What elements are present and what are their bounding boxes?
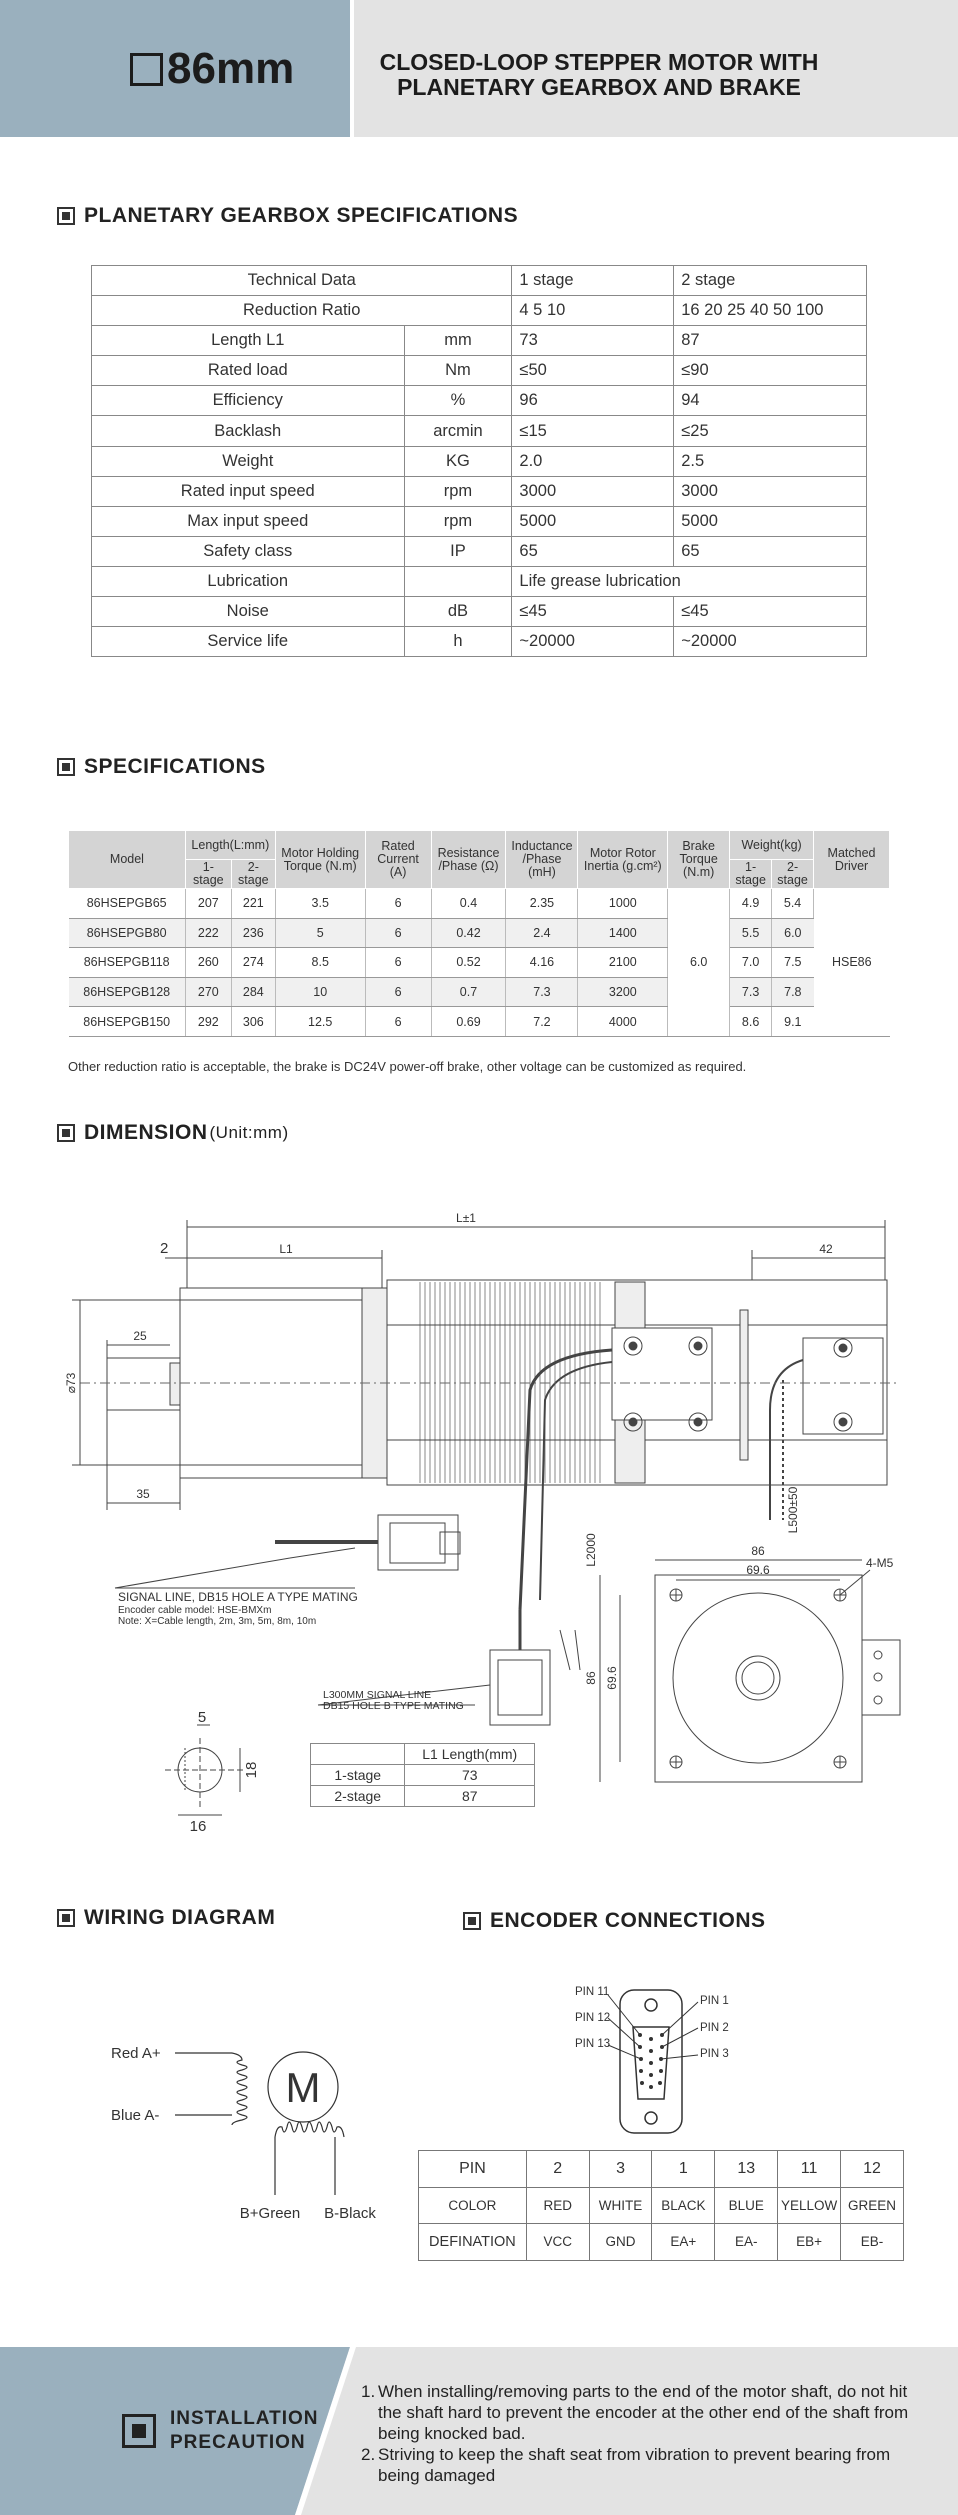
- table-row: [92, 296, 867, 326]
- dim-brake-cable-label: L500±50: [786, 1486, 800, 1534]
- section-bullet-icon: [122, 2414, 156, 2448]
- col-w-stage1: 1-stage: [730, 860, 772, 889]
- db15-connector-b: [490, 1650, 550, 1725]
- ratio-stage-1: 4 5 10: [512, 296, 674, 326]
- l1-length: 87: [405, 1786, 535, 1807]
- cell-current: 6: [365, 1007, 431, 1037]
- cell-l2: 306: [231, 1007, 275, 1037]
- cell-inductance: 7.3: [506, 977, 578, 1007]
- gearbox-heading: PLANETARY GEARBOX SPECIFICATIONS: [57, 204, 518, 228]
- cell-current: 6: [365, 948, 431, 978]
- table-row: [69, 977, 890, 1007]
- cell-l2: 221: [231, 889, 275, 919]
- row-s1: 65: [512, 536, 674, 566]
- dim-total-label: L±1: [456, 1211, 476, 1225]
- pin-cell: 2: [526, 2151, 589, 2188]
- table-row: [92, 506, 867, 536]
- table-row: [311, 1744, 535, 1765]
- pin-cell: 1: [652, 2151, 715, 2188]
- row-s2: 94: [674, 386, 867, 416]
- table-row: [92, 476, 867, 506]
- encoder-heading: ENCODER CONNECTIONS: [463, 1909, 766, 1933]
- table-row: [69, 889, 890, 919]
- row-unit: Nm: [404, 356, 512, 386]
- pin-cell: 3: [589, 2151, 652, 2188]
- col-len-stage2: 2-stage: [231, 860, 275, 889]
- col-model: Model: [69, 831, 186, 889]
- cell-l2: 236: [231, 918, 275, 948]
- row-label: Weight: [92, 446, 405, 476]
- table-row: [92, 386, 867, 416]
- l1-stage: 1-stage: [311, 1765, 405, 1786]
- row-label: Noise: [92, 597, 405, 627]
- table-row: [419, 2224, 904, 2261]
- dimension-heading: DIMENSION (Unit:mm): [57, 1121, 289, 1145]
- dim-69-6-label: 69.6: [746, 1563, 770, 1577]
- cell-torque: 5: [275, 918, 365, 948]
- pin2-label: PIN 2: [700, 2022, 729, 2034]
- col-weight: Weight(kg): [730, 831, 814, 860]
- row-s2: 65: [674, 536, 867, 566]
- dim-35-label: 35: [136, 1487, 150, 1501]
- cell-model: 86HSEPGB118: [69, 948, 186, 978]
- size-label: 86mm: [167, 44, 295, 93]
- col-torque: Motor Holding Torque (N.m): [275, 831, 365, 889]
- specifications-note: Other reduction ratio is acceptable, the brake is DC24V power-off brake, other voltage can be customized as required.: [68, 1059, 747, 1074]
- cell-inductance: 7.2: [506, 1007, 578, 1037]
- color-cell: WHITE: [589, 2187, 652, 2224]
- col-inductance: Inductance /Phase (mH): [506, 831, 578, 889]
- list-item: 2. Striving to keep the shaft seat from vibration to prevent bearing from being damaged: [361, 2445, 891, 2485]
- table-row: [92, 266, 867, 296]
- precaution-title-line-2: PRECAUTION: [170, 2432, 306, 2453]
- row-unit: %: [404, 386, 512, 416]
- definition-cell: EB-: [841, 2224, 904, 2261]
- table-row: [92, 536, 867, 566]
- cell-w1: 7.0: [730, 948, 772, 978]
- col-w-stage2: 2-stage: [772, 860, 814, 889]
- square-icon: [130, 53, 163, 86]
- cell-inertia: 1400: [578, 918, 668, 948]
- table-row: [69, 1007, 890, 1037]
- signal-a-line-1: SIGNAL LINE, DB15 HOLE A TYPE MATING: [118, 1590, 358, 1604]
- pin12-label: PIN 12: [575, 2012, 611, 2024]
- cell-torque: 3.5: [275, 889, 365, 919]
- head-technical-data: Technical Data: [92, 266, 512, 296]
- cell-w2: 7.8: [772, 977, 814, 1007]
- dim-2-label: 2: [160, 1240, 169, 1257]
- dim-l1-label: L1: [279, 1242, 293, 1256]
- cell-brake-torque: 6.0: [668, 889, 730, 1037]
- cell-w2: 9.1: [772, 1007, 814, 1037]
- lubrication-value: Life grease lubrication: [512, 566, 867, 596]
- section-bullet-icon: [463, 1912, 481, 1930]
- ratio-label: Reduction Ratio: [92, 296, 512, 326]
- header-divider: [350, 0, 354, 137]
- head-stage-2: 2 stage: [674, 266, 867, 296]
- cell-resistance: 0.4: [431, 889, 506, 919]
- table-row: [92, 446, 867, 476]
- row-pin-label: PIN: [419, 2151, 527, 2188]
- dim-86-label: 86: [751, 1544, 765, 1558]
- dim-25-label: 25: [133, 1329, 147, 1343]
- header-product-title: [374, 50, 824, 100]
- precaution-title-line-1: INSTALLATION: [170, 2408, 319, 2429]
- cell-l1: 270: [185, 977, 231, 1007]
- col-resistance: Resistance /Phase (Ω): [431, 831, 506, 889]
- pin11-label: PIN 11: [575, 1986, 610, 1998]
- pin-cell: 13: [715, 2151, 778, 2188]
- definition-cell: EA-: [715, 2224, 778, 2261]
- row-label: Rated load: [92, 356, 405, 386]
- table-row: [419, 2151, 904, 2188]
- l1-length-table: [310, 1743, 535, 1807]
- l1-header: L1 Length(mm): [405, 1744, 535, 1765]
- pin13-label: PIN 13: [575, 2038, 611, 2050]
- motor-letter: M: [285, 2064, 321, 2111]
- table-row: [92, 627, 867, 657]
- row-unit: arcmin: [404, 416, 512, 446]
- cell-w1: 7.3: [730, 977, 772, 1007]
- table-row: [311, 1765, 535, 1786]
- color-cell: RED: [526, 2187, 589, 2224]
- db15-pinout-diagram: [560, 1975, 760, 2145]
- table-row: [419, 2187, 904, 2224]
- cell-matched-driver: HSE86: [814, 889, 890, 1037]
- color-cell: GREEN: [841, 2187, 904, 2224]
- cell-w1: 5.5: [730, 918, 772, 948]
- row-s1: 3000: [512, 476, 674, 506]
- table-row: [69, 918, 890, 948]
- color-cell: BLACK: [652, 2187, 715, 2224]
- cell-l2: 284: [231, 977, 275, 1007]
- cell-torque: 8.5: [275, 948, 365, 978]
- cell-l1: 222: [185, 918, 231, 948]
- row-s2: 2.5: [674, 446, 867, 476]
- cell-w1: 4.9: [730, 889, 772, 919]
- row-unit: h: [404, 627, 512, 657]
- col-length: Length(L:mm): [185, 831, 275, 860]
- color-cell: YELLOW: [778, 2187, 841, 2224]
- cell-resistance: 0.7: [431, 977, 506, 1007]
- l1-blank-cell: [311, 1744, 405, 1765]
- table-row: [92, 326, 867, 356]
- dim-16-label: 16: [189, 1818, 207, 1835]
- cell-current: 6: [365, 918, 431, 948]
- dim-4m5-label: 4-M5: [866, 1556, 894, 1570]
- row-s2: ≤90: [674, 356, 867, 386]
- col-current: Rated Current (A): [365, 831, 431, 889]
- wiring-heading: WIRING DIAGRAM: [57, 1906, 275, 1930]
- table-row: [69, 948, 890, 978]
- table-row: [311, 1786, 535, 1807]
- row-label: Service life: [92, 627, 405, 657]
- dim-5-label: 5: [197, 1709, 207, 1726]
- wire-red-label: Red A+: [111, 2045, 161, 2062]
- cell-inductance: 2.35: [506, 889, 578, 919]
- wiring-diagram: [0, 1990, 420, 2250]
- cell-inertia: 2100: [578, 948, 668, 978]
- col-inertia: Motor Rotor Inertia (g.cm²): [578, 831, 668, 889]
- section-bullet-icon: [57, 1909, 75, 1927]
- cell-model: 86HSEPGB80: [69, 918, 186, 948]
- section-bullet-icon: [57, 1124, 75, 1142]
- row-unit: rpm: [404, 506, 512, 536]
- signal-b-line-2: DB15 HOLE B TYPE MATING: [323, 1700, 464, 1712]
- lubrication-label: Lubrication: [92, 566, 405, 596]
- signal-b-line-1: L300MM SIGNAL LINE: [323, 1689, 432, 1701]
- cell-inertia: 4000: [578, 1007, 668, 1037]
- front-view-flange: [655, 1575, 862, 1782]
- ratio-stage-2: 16 20 25 40 50 100: [674, 296, 867, 326]
- cell-w1: 8.6: [730, 1007, 772, 1037]
- coil-a: [232, 2053, 247, 2125]
- dim-69-6v-label: 69.6: [605, 1666, 619, 1690]
- cell-w2: 5.4: [772, 889, 814, 919]
- row-s2: 5000: [674, 506, 867, 536]
- list-item: 1. When installing/removing parts to the end of the motor shaft, do not hit the shaft hard to prevent the encoder at the other end of the shaft from being knocked bad.: [361, 2382, 909, 2443]
- table-row: [92, 416, 867, 446]
- signal-a-line-2: Encoder cable model: HSE-BMXm: [118, 1605, 272, 1616]
- col-brake: Brake Torque (N.m): [668, 831, 730, 889]
- l1-length: 73: [405, 1765, 535, 1786]
- wire-blue-label: Blue A-: [111, 2107, 160, 2124]
- cell-torque: 12.5: [275, 1007, 365, 1037]
- row-label: Length L1: [92, 326, 405, 356]
- signal-a-line-3: Note: X=Cable length, 2m, 3m, 5m, 8m, 10m: [118, 1616, 317, 1627]
- table-row: [92, 566, 867, 596]
- specifications-heading: SPECIFICATIONS: [57, 755, 266, 779]
- color-cell: BLUE: [715, 2187, 778, 2224]
- col-driver: Matched Driver: [814, 831, 890, 889]
- cell-inertia: 3200: [578, 977, 668, 1007]
- row-s1: 96: [512, 386, 674, 416]
- cell-current: 6: [365, 889, 431, 919]
- pin-cell: 12: [841, 2151, 904, 2188]
- l1-stage: 2-stage: [311, 1786, 405, 1807]
- encoder-connections-table: [418, 2150, 904, 2261]
- row-s2: ~20000: [674, 627, 867, 657]
- header-size-title: [130, 44, 294, 94]
- row-s2: ≤45: [674, 597, 867, 627]
- coil-b: [275, 2122, 344, 2137]
- section-bullet-icon: [57, 758, 75, 776]
- page-header: [0, 0, 958, 137]
- title-line-2: PLANETARY GEARBOX AND BRAKE: [397, 74, 801, 100]
- row-s1: ≤45: [512, 597, 674, 627]
- gearbox-spec-table: [91, 265, 867, 657]
- row-unit: IP: [404, 536, 512, 566]
- dim-cable-length-label: L2000: [584, 1533, 598, 1567]
- col-len-stage1: 1-stage: [185, 860, 231, 889]
- table-row: [92, 597, 867, 627]
- cell-inertia: 1000: [578, 889, 668, 919]
- title-line-1: CLOSED-LOOP STEPPER MOTOR WITH: [379, 49, 819, 75]
- row-s1: 2.0: [512, 446, 674, 476]
- cell-model: 86HSEPGB65: [69, 889, 186, 919]
- table-row: [92, 356, 867, 386]
- definition-cell: EB+: [778, 2224, 841, 2261]
- cell-l1: 207: [185, 889, 231, 919]
- row-unit: KG: [404, 446, 512, 476]
- dim-42-label: 42: [819, 1242, 833, 1256]
- dim-18-label: 18: [243, 1761, 260, 1779]
- cell-resistance: 0.42: [431, 918, 506, 948]
- row-color-label: COLOR: [419, 2187, 527, 2224]
- definition-cell: GND: [589, 2224, 652, 2261]
- cell-model: 86HSEPGB150: [69, 1007, 186, 1037]
- motor-specifications-table: [68, 830, 890, 1037]
- row-s2: 87: [674, 326, 867, 356]
- row-s1: ≤15: [512, 416, 674, 446]
- cell-current: 6: [365, 977, 431, 1007]
- table-header-row: [69, 831, 890, 860]
- row-s2: ≤25: [674, 416, 867, 446]
- row-s1: 5000: [512, 506, 674, 536]
- definition-cell: EA+: [652, 2224, 715, 2261]
- row-s2: 3000: [674, 476, 867, 506]
- row-label: Rated input speed: [92, 476, 405, 506]
- cell-resistance: 0.52: [431, 948, 506, 978]
- definition-cell: VCC: [526, 2224, 589, 2261]
- row-definition-label: DEFINATION: [419, 2224, 527, 2261]
- row-s1: ≤50: [512, 356, 674, 386]
- cell-resistance: 0.69: [431, 1007, 506, 1037]
- wire-green-label: B+Green: [239, 2205, 301, 2222]
- pin3-label: PIN 3: [700, 2048, 729, 2060]
- cell-inductance: 2.4: [506, 918, 578, 948]
- cell-w2: 6.0: [772, 918, 814, 948]
- pin-cell: 11: [778, 2151, 841, 2188]
- lubrication-unit: [404, 566, 512, 596]
- row-s1: 73: [512, 326, 674, 356]
- cell-torque: 10: [275, 977, 365, 1007]
- section-bullet-icon: [57, 207, 75, 225]
- precaution-list: [361, 2381, 921, 2486]
- cell-l1: 260: [185, 948, 231, 978]
- cell-inductance: 4.16: [506, 948, 578, 978]
- cell-w2: 7.5: [772, 948, 814, 978]
- cell-l2: 274: [231, 948, 275, 978]
- dim-73-label: ⌀73: [64, 1372, 78, 1394]
- head-stage-1: 1 stage: [512, 266, 674, 296]
- cell-model: 86HSEPGB128: [69, 977, 186, 1007]
- installation-footer: [0, 2347, 958, 2515]
- row-label: Safety class: [92, 536, 405, 566]
- cell-l1: 292: [185, 1007, 231, 1037]
- precaution-title: [122, 2407, 319, 2455]
- pin1-label: PIN 1: [700, 1995, 729, 2007]
- row-label: Backlash: [92, 416, 405, 446]
- row-unit: dB: [404, 597, 512, 627]
- row-label: Max input speed: [92, 506, 405, 536]
- row-s1: ~20000: [512, 627, 674, 657]
- row-unit: mm: [404, 326, 512, 356]
- wire-black-label: B-Black: [324, 2205, 376, 2222]
- row-label: Efficiency: [92, 386, 405, 416]
- dim-86v-label: 86: [584, 1671, 598, 1685]
- row-unit: rpm: [404, 476, 512, 506]
